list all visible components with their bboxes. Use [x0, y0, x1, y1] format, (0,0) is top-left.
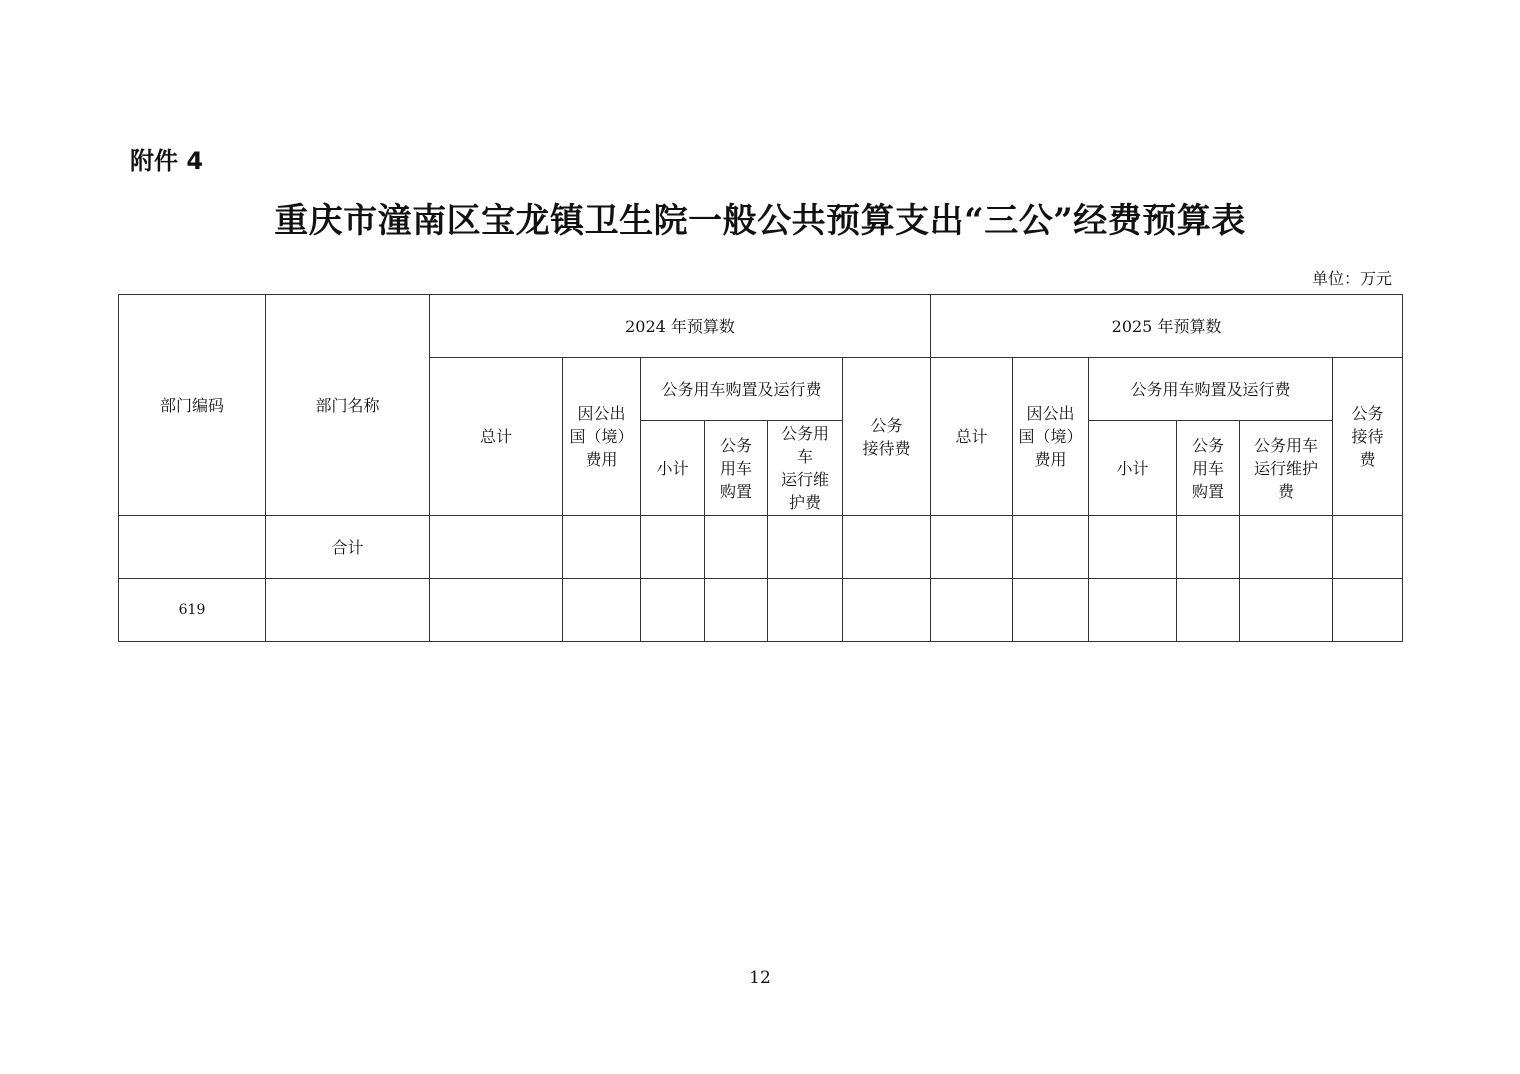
header-year-2024: 2024 年预算数	[430, 295, 931, 358]
table-row	[119, 516, 1403, 579]
header-abroad-2025: 因公出 国（境） 费用	[1013, 358, 1089, 516]
attachment-label: 附件 4	[130, 147, 204, 175]
table-cell	[641, 516, 705, 579]
header-vehicle-purchase-2024: 公务 用车 购置	[705, 421, 768, 516]
table-cell	[1240, 516, 1333, 579]
header-vehicle-maint-2024: 公务用 车 运行维 护费	[768, 421, 843, 516]
row-code	[119, 516, 266, 579]
unit-label: 单位：万元	[1311, 269, 1392, 288]
table-cell	[1333, 579, 1403, 642]
header-vehicle-purchase-2025: 公务 用车 购置	[1177, 421, 1240, 516]
table-cell	[705, 579, 768, 642]
table-cell	[1013, 579, 1089, 642]
header-total-2025: 总计	[931, 358, 1013, 516]
table-cell	[1240, 579, 1333, 642]
table-cell	[1089, 516, 1177, 579]
row-name: 合计	[266, 516, 430, 579]
table-cell	[705, 516, 768, 579]
table-cell	[430, 579, 563, 642]
header-dept-name: 部门名称	[266, 295, 430, 516]
header-abroad-2024: 因公出 国（境） 费用	[563, 358, 641, 516]
header-subtotal-2025: 小计	[1089, 421, 1177, 516]
table-cell	[931, 579, 1013, 642]
table-cell	[563, 516, 641, 579]
table-cell	[843, 579, 931, 642]
table-cell	[1089, 579, 1177, 642]
header-reception-2025: 公务 接待 费	[1333, 358, 1403, 516]
table-cell	[1177, 516, 1240, 579]
header-vehicle-group-2024: 公务用车购置及运行费	[641, 358, 843, 421]
header-reception-2024: 公务 接待费	[843, 358, 931, 516]
table-cell	[1177, 579, 1240, 642]
table-cell	[430, 516, 563, 579]
table-cell	[1013, 516, 1089, 579]
document-title: 重庆市潼南区宝龙镇卫生院一般公共预算支出“三公”经费预算表	[274, 201, 1246, 241]
header-vehicle-maint-2025: 公务用车 运行维护 费	[1240, 421, 1333, 516]
table-cell	[768, 579, 843, 642]
row-code: 619	[119, 579, 266, 642]
header-year-2025: 2025 年预算数	[931, 295, 1403, 358]
row-name	[266, 579, 430, 642]
table-cell	[931, 516, 1013, 579]
header-vehicle-group-2025: 公务用车购置及运行费	[1089, 358, 1333, 421]
header-dept-code: 部门编码	[119, 295, 266, 516]
budget-table	[118, 294, 1403, 642]
table-cell	[843, 516, 931, 579]
table-cell	[1333, 516, 1403, 579]
header-total-2024: 总计	[430, 358, 563, 516]
header-subtotal-2024: 小计	[641, 421, 705, 516]
table-row	[119, 579, 1403, 642]
table-cell	[768, 516, 843, 579]
table-cell	[563, 579, 641, 642]
page-number: 12	[749, 968, 771, 988]
table-cell	[641, 579, 705, 642]
